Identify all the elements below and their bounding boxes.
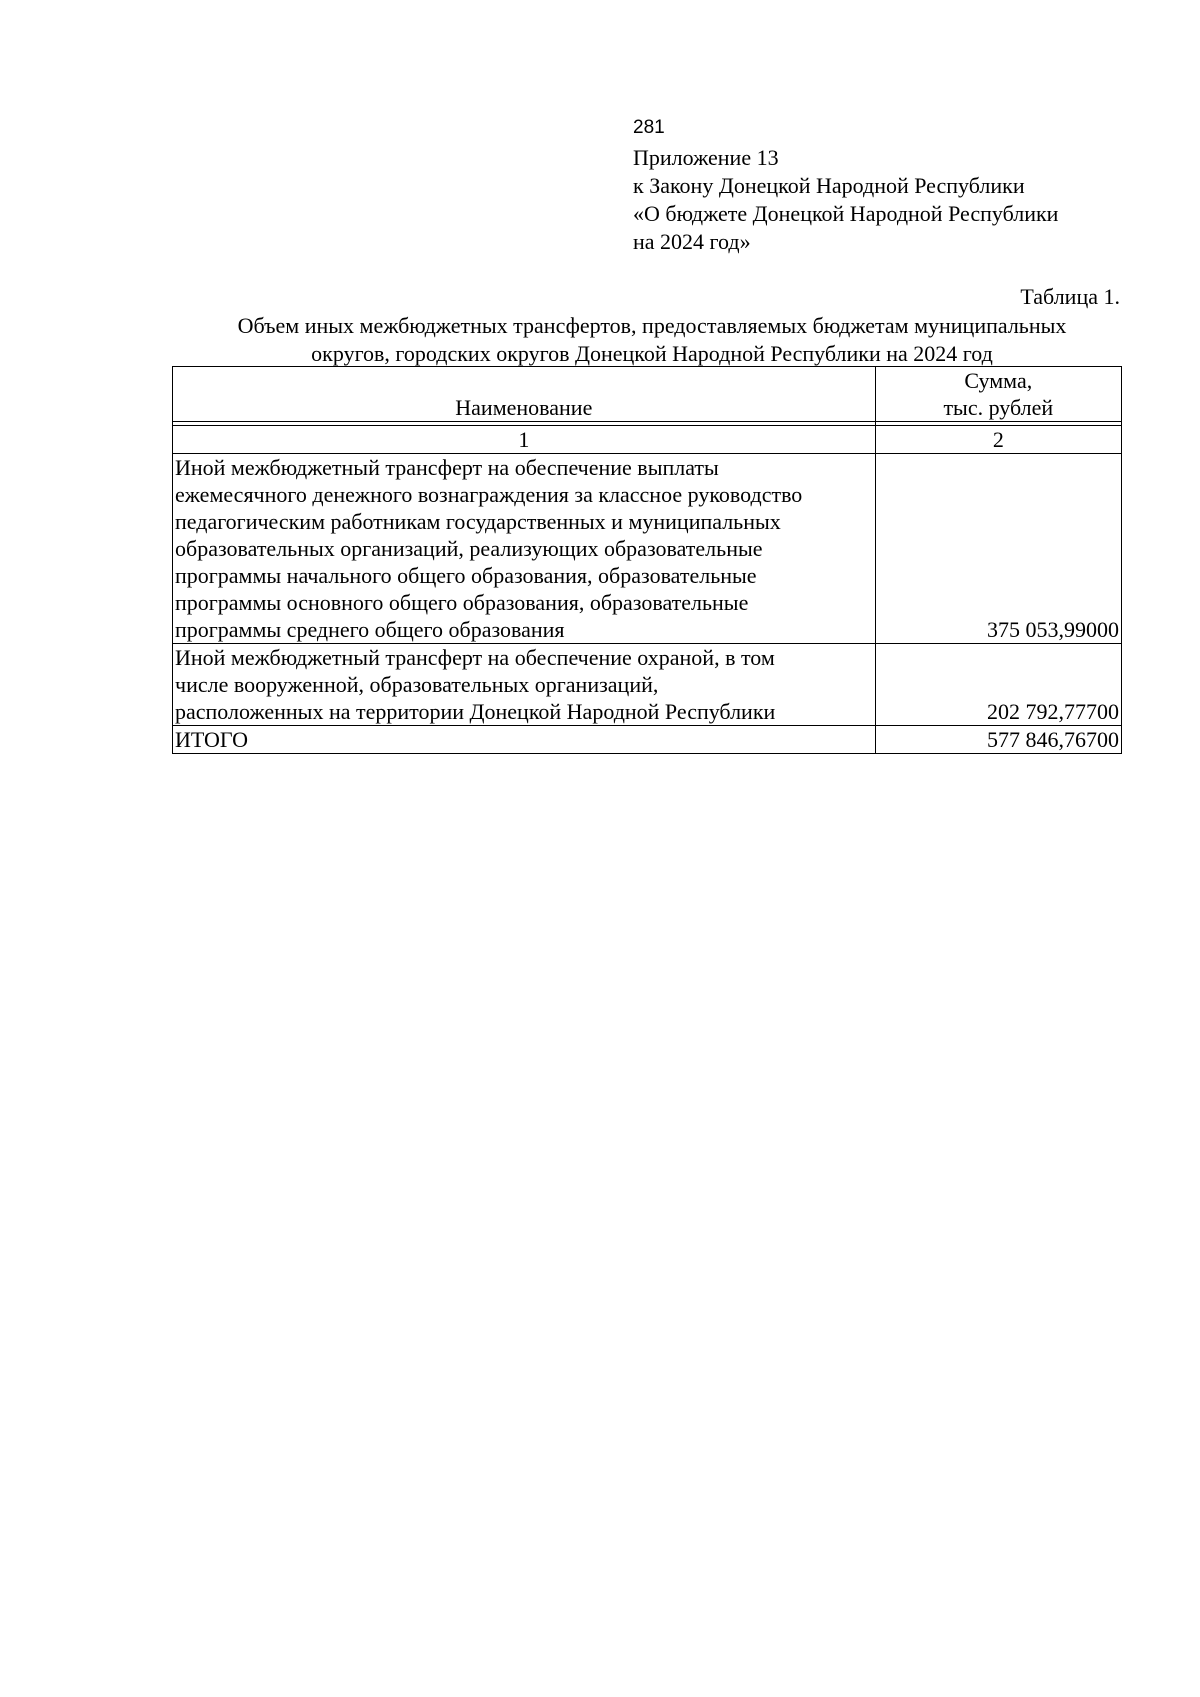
column-number-row [173,426,1122,454]
appendix-line: на 2024 год» [633,229,751,254]
header-name: Наименование [173,367,876,422]
table-total-row [173,726,1122,754]
table-title [172,312,1132,368]
appendix-line: к Закону Донецкой Народной Республики [633,173,1025,198]
row-name-line: числе вооруженной, образовательных организаций, [175,672,659,697]
row-name-line: программы среднего общего образования [175,617,565,642]
row-name-line: образовательных организаций, реализующих образовательные [175,536,763,561]
row-name-line: Иной межбюджетный трансферт на обеспечение охраной, в том [175,645,775,670]
row-name [173,454,876,644]
row-name-line: программы основного общего образования, образовательные [175,590,749,615]
table-title-line: Объем иных межбюджетных трансфертов, предоставляемых бюджетам муниципальных [237,313,1067,338]
table-title-line: округов, городских округов Донецкой Народной Республики на 2024 год [311,341,993,366]
row-name-line: педагогическим работникам государственных и муниципальных [175,509,781,534]
column-number: 2 [875,426,1121,454]
table-label: Таблица 1. [1020,284,1120,309]
total-label: ИТОГО [173,726,876,754]
header-sum-line: Сумма, [964,368,1033,393]
header-sum [875,367,1121,422]
header-sum-line: тыс. рублей [943,395,1054,420]
page-number: 281 [633,117,665,138]
row-amount: 202 792,77700 [875,644,1121,726]
table-row [173,454,1122,644]
table-row [173,644,1122,726]
appendix-line: «О бюджете Донецкой Народной Республики [633,201,1059,226]
row-name-line: расположенных на территории Донецкой Народной Республики [175,699,776,724]
appendix-header [633,144,1058,256]
row-name-line: программы начального общего образования, образовательные [175,563,757,588]
row-name [173,644,876,726]
table-header-row [173,367,1122,422]
row-name-line: Иной межбюджетный трансферт на обеспечение выплаты [175,455,719,480]
column-number: 1 [173,426,876,454]
appendix-line: Приложение 13 [633,145,779,170]
total-amount: 577 846,76700 [875,726,1121,754]
transfers-table [172,366,1122,754]
row-amount: 375 053,99000 [875,454,1121,644]
row-name-line: ежемесячного денежного вознаграждения за классное руководство [175,482,803,507]
